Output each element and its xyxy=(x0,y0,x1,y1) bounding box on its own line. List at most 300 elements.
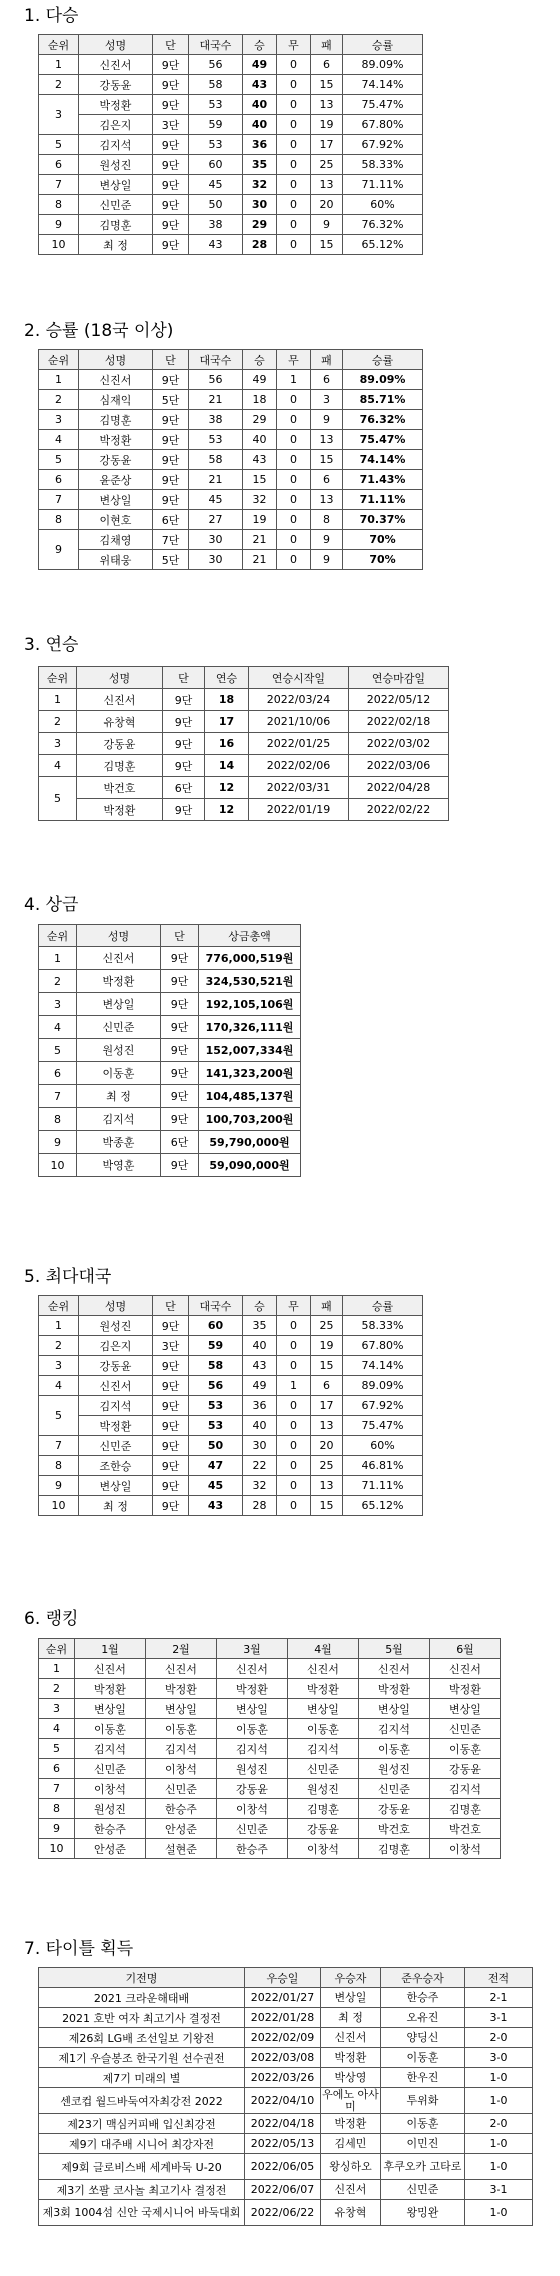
table-cell: 2022/06/07 xyxy=(245,2180,321,2200)
table-row xyxy=(39,1779,501,1799)
table-cell: 김지석 xyxy=(146,1739,217,1759)
table-cell: 0 xyxy=(277,1496,311,1516)
table-cell: 60 xyxy=(189,1316,243,1336)
table-cell: 2022/05/12 xyxy=(349,689,449,711)
table-cell: 9단 xyxy=(153,430,189,450)
table-row xyxy=(39,1699,501,1719)
table-cell: 이민진 xyxy=(381,2134,465,2154)
table-row xyxy=(39,75,423,95)
column-header: 단 xyxy=(153,350,189,370)
table-cell: 65.12% xyxy=(343,1496,423,1516)
table-cell: 3-1 xyxy=(465,2180,533,2200)
table-row xyxy=(39,390,423,410)
table-cell: 김지석 xyxy=(430,1779,501,1799)
table-row xyxy=(39,947,301,970)
table-cell: 2021/10/06 xyxy=(249,711,349,733)
table-cell: 박정환 xyxy=(79,95,153,115)
table-row xyxy=(39,2028,533,2048)
table-cell: 40 xyxy=(243,430,277,450)
table-cell: 1 xyxy=(39,370,79,390)
table-cell: 신민준 xyxy=(288,1759,359,1779)
column-header: 상금총액 xyxy=(199,925,301,947)
table-cell: 1 xyxy=(277,1376,311,1396)
table-row xyxy=(39,711,449,733)
table-cell: 김지석 xyxy=(288,1739,359,1759)
table-cell: 0 xyxy=(277,1416,311,1436)
table-cell: 0 xyxy=(277,1316,311,1336)
table-cell: 원성진 xyxy=(359,1759,430,1779)
table-cell: 2022/01/27 xyxy=(245,1988,321,2008)
table-cell: 1-0 xyxy=(465,2068,533,2088)
table-cell: 7 xyxy=(39,1779,75,1799)
table-cell: 1 xyxy=(39,689,77,711)
table-cell: 0 xyxy=(277,470,311,490)
table-cell: 0 xyxy=(277,135,311,155)
table-cell: 1-0 xyxy=(465,2154,533,2180)
table-cell: 27 xyxy=(189,510,243,530)
section-title: 4. 상금 xyxy=(24,895,79,915)
table-row xyxy=(39,1799,501,1819)
table-cell: 박정환 xyxy=(79,430,153,450)
table-cell: 박건호 xyxy=(430,1819,501,1839)
table-cell: 59,790,000원 xyxy=(199,1131,301,1154)
table-cell: 왕밍완 xyxy=(381,2200,465,2226)
column-header: 승률 xyxy=(343,350,423,370)
table-cell: 윤준상 xyxy=(79,470,153,490)
table-cell: 4 xyxy=(39,755,77,777)
table-cell: 9단 xyxy=(153,490,189,510)
table-cell: 89.09% xyxy=(343,55,423,75)
table-cell: 김세민 xyxy=(321,2134,381,2154)
table-cell: 9단 xyxy=(153,1396,189,1416)
table-cell: 강동윤 xyxy=(430,1759,501,1779)
table-cell: 2022/06/05 xyxy=(245,2154,321,2180)
table-cell: 74.14% xyxy=(343,75,423,95)
table-cell: 3-0 xyxy=(465,2048,533,2068)
table-cell: 이동훈 xyxy=(77,1062,161,1085)
header-row xyxy=(39,35,423,55)
table-cell: 0 xyxy=(277,550,311,570)
table-cell: 152,007,334원 xyxy=(199,1039,301,1062)
table-cell: 49 xyxy=(243,1376,277,1396)
table-cell: 6단 xyxy=(153,510,189,530)
table-cell: 13 xyxy=(311,490,343,510)
table-cell: 2022/04/18 xyxy=(245,2114,321,2134)
table-cell: 9단 xyxy=(161,1016,199,1039)
table-cell: 최 정 xyxy=(79,1496,153,1516)
table-cell: 박정환 xyxy=(146,1679,217,1699)
table-row xyxy=(39,410,423,430)
table-row xyxy=(39,1679,501,1699)
table-cell: 43 xyxy=(189,235,243,255)
table-cell: 70% xyxy=(343,550,423,570)
table-cell: 김명훈 xyxy=(430,1799,501,1819)
table-cell: 신민준 xyxy=(79,1436,153,1456)
table-cell: 원성진 xyxy=(217,1759,288,1779)
wins-table xyxy=(38,34,423,255)
table-cell: 4 xyxy=(39,1376,79,1396)
table-cell: 박정환 xyxy=(321,2114,381,2134)
table-cell: 89.09% xyxy=(343,370,423,390)
table-cell: 43 xyxy=(243,1356,277,1376)
table-cell: 10 xyxy=(39,1154,77,1177)
column-header: 전적 xyxy=(465,1968,533,1988)
table-cell: 71.11% xyxy=(343,490,423,510)
table-cell: 324,530,521원 xyxy=(199,970,301,993)
table-cell: 9단 xyxy=(153,1436,189,1456)
table-cell: 0 xyxy=(277,195,311,215)
table-cell: 박상영 xyxy=(321,2068,381,2088)
column-header: 6월 xyxy=(430,1639,501,1659)
table-cell: 후쿠오카 고타로 xyxy=(381,2154,465,2180)
most-games-table xyxy=(38,1295,423,1516)
column-header: 승 xyxy=(243,350,277,370)
table-cell: 40 xyxy=(243,1416,277,1436)
table-cell: 2021 호반 여자 최고기사 결정전 xyxy=(39,2008,245,2028)
table-cell: 제26회 LG배 조선일보 기왕전 xyxy=(39,2028,245,2048)
table-cell: 8 xyxy=(311,510,343,530)
table-cell: 이동훈 xyxy=(381,2048,465,2068)
table-cell: 13 xyxy=(311,430,343,450)
column-header: 대국수 xyxy=(189,1296,243,1316)
table-cell: 제1기 우슬봉조 한국기원 선수권전 xyxy=(39,2048,245,2068)
table-cell: 안성준 xyxy=(146,1819,217,1839)
table-row xyxy=(39,1719,501,1739)
table-cell: 2021 크라운해태배 xyxy=(39,1988,245,2008)
table-cell: 신민준 xyxy=(381,2180,465,2200)
column-header: 패 xyxy=(311,35,343,55)
header-row xyxy=(39,1968,533,1988)
table-cell: 김명훈 xyxy=(359,1839,430,1859)
table-cell: 박정환 xyxy=(359,1679,430,1699)
table-cell: 김지석 xyxy=(359,1719,430,1739)
table-cell: 2-1 xyxy=(465,1988,533,2008)
table-cell: 0 xyxy=(277,115,311,135)
table-cell: 60% xyxy=(343,195,423,215)
column-header: 성명 xyxy=(77,667,163,689)
table-cell: 이동훈 xyxy=(359,1739,430,1759)
table-cell: 4 xyxy=(39,1016,77,1039)
table-cell: 9단 xyxy=(153,195,189,215)
table-cell: 43 xyxy=(243,450,277,470)
table-row xyxy=(39,1062,301,1085)
table-row xyxy=(39,2180,533,2200)
table-cell: 9단 xyxy=(153,470,189,490)
table-cell: 71.11% xyxy=(343,175,423,195)
table-row xyxy=(39,2088,533,2114)
table-row xyxy=(39,1759,501,1779)
table-cell: 14 xyxy=(205,755,249,777)
table-cell: 40 xyxy=(243,115,277,135)
table-cell: 21 xyxy=(189,470,243,490)
table-cell: 1 xyxy=(39,55,79,75)
table-cell: 박정환 xyxy=(321,2048,381,2068)
table-row xyxy=(39,2008,533,2028)
table-cell: 17 xyxy=(311,1396,343,1416)
table-cell: 5 xyxy=(39,135,79,155)
table-cell: 59,090,000원 xyxy=(199,1154,301,1177)
column-header: 순위 xyxy=(39,667,77,689)
table-row xyxy=(39,510,423,530)
table-cell: 신진서 xyxy=(79,370,153,390)
table-row xyxy=(39,530,423,550)
table-cell: 89.09% xyxy=(343,1376,423,1396)
table-cell: 5단 xyxy=(153,390,189,410)
table-cell: 제3기 쏘팔 코사놀 최고기사 결정전 xyxy=(39,2180,245,2200)
table-cell: 58.33% xyxy=(343,1316,423,1336)
table-row xyxy=(39,215,423,235)
table-cell: 56 xyxy=(189,55,243,75)
table-cell: 왕싱하오 xyxy=(321,2154,381,2180)
table-cell: 2 xyxy=(39,1336,79,1356)
column-header: 무 xyxy=(277,350,311,370)
table-cell: 3 xyxy=(39,733,77,755)
table-cell: 신진서 xyxy=(359,1659,430,1679)
ranking-table xyxy=(38,1638,501,1859)
table-cell: 9 xyxy=(39,215,79,235)
table-cell: 9단 xyxy=(153,410,189,430)
column-header: 우승자 xyxy=(321,1968,381,1988)
table-cell: 30 xyxy=(243,195,277,215)
table-row xyxy=(39,550,423,570)
table-cell: 74.14% xyxy=(343,450,423,470)
table-cell: 2-0 xyxy=(465,2114,533,2134)
table-cell: 김명훈 xyxy=(79,410,153,430)
section-title: 7. 타이틀 획득 xyxy=(24,1939,134,1959)
table-cell: 9단 xyxy=(153,1356,189,1376)
table-row xyxy=(39,1396,423,1416)
table-cell: 0 xyxy=(277,1456,311,1476)
table-cell: 15 xyxy=(311,1496,343,1516)
table-cell: 3-1 xyxy=(465,2008,533,2028)
table-cell: 변상일 xyxy=(79,490,153,510)
table-cell: 신민준 xyxy=(359,1779,430,1799)
table-cell: 6단 xyxy=(163,777,205,799)
table-cell: 15 xyxy=(243,470,277,490)
table-cell: 신진서 xyxy=(79,55,153,75)
table-cell: 신진서 xyxy=(430,1659,501,1679)
table-cell: 원성진 xyxy=(75,1799,146,1819)
column-header: 성명 xyxy=(79,35,153,55)
table-cell: 60 xyxy=(189,155,243,175)
table-cell: 15 xyxy=(311,450,343,470)
table-cell: 9단 xyxy=(161,1062,199,1085)
table-cell: 141,323,200원 xyxy=(199,1062,301,1085)
table-cell: 3단 xyxy=(153,1336,189,1356)
table-cell: 심재익 xyxy=(79,390,153,410)
table-cell: 2 xyxy=(39,390,79,410)
table-cell: 0 xyxy=(277,1476,311,1496)
table-row xyxy=(39,1016,301,1039)
table-cell: 13 xyxy=(311,1416,343,1436)
table-cell: 59 xyxy=(189,115,243,135)
table-cell: 104,485,137원 xyxy=(199,1085,301,1108)
column-header: 대국수 xyxy=(189,35,243,55)
table-cell: 5 xyxy=(39,450,79,470)
table-cell: 신민준 xyxy=(77,1016,161,1039)
table-cell: 170,326,111원 xyxy=(199,1016,301,1039)
section-ranking xyxy=(0,1599,560,1929)
table-cell: 9단 xyxy=(161,1154,199,1177)
table-cell: 5 xyxy=(39,1739,75,1759)
table-cell: 신진서 xyxy=(217,1659,288,1679)
table-cell: 75.47% xyxy=(343,95,423,115)
table-cell: 변상일 xyxy=(146,1699,217,1719)
table-cell: 한승주 xyxy=(217,1839,288,1859)
table-cell: 6단 xyxy=(161,1131,199,1154)
table-cell: 0 xyxy=(277,530,311,550)
table-cell: 2 xyxy=(39,1679,75,1699)
table-cell: 0 xyxy=(277,175,311,195)
table-cell: 유창혁 xyxy=(321,2200,381,2226)
table-cell: 9 xyxy=(39,1476,79,1496)
table-row xyxy=(39,1659,501,1679)
column-header: 무 xyxy=(277,35,311,55)
table-cell: 최 정 xyxy=(79,235,153,255)
table-cell: 강동윤 xyxy=(359,1799,430,1819)
table-cell: 32 xyxy=(243,490,277,510)
column-header: 순위 xyxy=(39,925,77,947)
table-cell: 53 xyxy=(189,95,243,115)
column-header: 대국수 xyxy=(189,350,243,370)
table-cell: 제7기 미래의 별 xyxy=(39,2068,245,2088)
table-cell: 53 xyxy=(189,135,243,155)
table-cell: 9 xyxy=(311,530,343,550)
column-header: 연승 xyxy=(205,667,249,689)
section-title: 6. 랭킹 xyxy=(24,1609,79,1629)
table-cell: 18 xyxy=(205,689,249,711)
table-cell: 45 xyxy=(189,490,243,510)
table-cell: 김명훈 xyxy=(288,1799,359,1819)
table-cell: 38 xyxy=(189,215,243,235)
table-cell: 양딩신 xyxy=(381,2028,465,2048)
table-cell: 신진서 xyxy=(75,1659,146,1679)
column-header: 단 xyxy=(161,925,199,947)
table-cell: 776,000,519원 xyxy=(199,947,301,970)
table-cell: 김은지 xyxy=(79,1336,153,1356)
table-cell: 박정환 xyxy=(288,1679,359,1699)
table-cell: 2022/02/22 xyxy=(349,799,449,821)
table-row xyxy=(39,95,423,115)
table-cell: 9단 xyxy=(163,799,205,821)
table-cell: 유창혁 xyxy=(77,711,163,733)
column-header: 1월 xyxy=(75,1639,146,1659)
table-cell: 67.92% xyxy=(343,1396,423,1416)
column-header: 기전명 xyxy=(39,1968,245,1988)
table-row xyxy=(39,1456,423,1476)
column-header: 3월 xyxy=(217,1639,288,1659)
table-cell: 15 xyxy=(311,1356,343,1376)
table-cell: 박정환 xyxy=(430,1679,501,1699)
table-row xyxy=(39,370,423,390)
table-cell: 신민준 xyxy=(75,1759,146,1779)
table-cell: 센코컵 월드바둑여자최강전 2022 xyxy=(39,2088,245,2114)
table-cell: 67.80% xyxy=(343,1336,423,1356)
table-cell: 7단 xyxy=(153,530,189,550)
table-cell: 1 xyxy=(39,1316,79,1336)
table-cell: 47 xyxy=(189,1456,243,1476)
section-title: 3. 연승 xyxy=(24,635,79,655)
column-header: 준우승자 xyxy=(381,1968,465,1988)
table-cell: 9 xyxy=(39,1819,75,1839)
table-cell: 8 xyxy=(39,1799,75,1819)
table-cell: 17 xyxy=(311,135,343,155)
table-cell: 김명훈 xyxy=(79,215,153,235)
table-cell: 0 xyxy=(277,1396,311,1416)
table-row xyxy=(39,993,301,1016)
table-cell: 2022/03/26 xyxy=(245,2068,321,2088)
table-cell: 신민준 xyxy=(146,1779,217,1799)
table-cell: 49 xyxy=(243,55,277,75)
table-cell: 58.33% xyxy=(343,155,423,175)
table-cell: 박정환 xyxy=(217,1679,288,1699)
table-row xyxy=(39,733,449,755)
table-row xyxy=(39,1131,301,1154)
table-row xyxy=(39,450,423,470)
table-cell: 변상일 xyxy=(359,1699,430,1719)
table-cell: 이동훈 xyxy=(217,1719,288,1739)
table-cell: 1 xyxy=(277,370,311,390)
table-cell: 2022/04/10 xyxy=(245,2088,321,2114)
table-row xyxy=(39,115,423,135)
section-title: 2. 승률 (18국 이상) xyxy=(24,321,174,341)
table-cell: 6 xyxy=(311,55,343,75)
table-cell: 5 xyxy=(39,1396,79,1436)
table-cell: 강동윤 xyxy=(79,1356,153,1376)
table-cell: 강동윤 xyxy=(288,1819,359,1839)
table-row xyxy=(39,799,449,821)
table-cell: 신진서 xyxy=(321,2028,381,2048)
table-cell: 원성진 xyxy=(79,155,153,175)
table-cell: 설현준 xyxy=(146,1839,217,1859)
header-row xyxy=(39,1639,501,1659)
table-row xyxy=(39,1039,301,1062)
column-header: 패 xyxy=(311,350,343,370)
table-cell: 이동훈 xyxy=(381,2114,465,2134)
table-cell: 2022/04/28 xyxy=(349,777,449,799)
table-cell: 변상일 xyxy=(77,993,161,1016)
table-cell: 9단 xyxy=(153,1376,189,1396)
table-cell: 46.81% xyxy=(343,1456,423,1476)
table-cell: 13 xyxy=(311,175,343,195)
table-cell: 9단 xyxy=(153,55,189,75)
table-cell: 15 xyxy=(311,235,343,255)
table-cell: 오유진 xyxy=(381,2008,465,2028)
table-cell: 0 xyxy=(277,155,311,175)
table-row xyxy=(39,195,423,215)
table-cell: 2022/03/31 xyxy=(249,777,349,799)
table-cell: 3 xyxy=(39,410,79,430)
table-cell: 제9회 글로비스배 세계바둑 U-20 xyxy=(39,2154,245,2180)
win-rate-table xyxy=(38,349,423,570)
table-cell: 5단 xyxy=(153,550,189,570)
table-cell: 9 xyxy=(311,410,343,430)
table-cell: 2022/02/09 xyxy=(245,2028,321,2048)
table-cell: 최 정 xyxy=(321,2008,381,2028)
table-row xyxy=(39,490,423,510)
table-cell: 제9기 대주배 시니어 최강자전 xyxy=(39,2134,245,2154)
column-header: 2월 xyxy=(146,1639,217,1659)
table-cell: 0 xyxy=(277,1356,311,1376)
table-cell: 0 xyxy=(277,490,311,510)
table-cell: 9단 xyxy=(163,755,205,777)
table-cell: 신진서 xyxy=(146,1659,217,1679)
table-cell: 신민준 xyxy=(79,195,153,215)
table-cell: 21 xyxy=(243,550,277,570)
table-row xyxy=(39,235,423,255)
column-header: 성명 xyxy=(77,925,161,947)
section-win-rate xyxy=(0,318,560,618)
